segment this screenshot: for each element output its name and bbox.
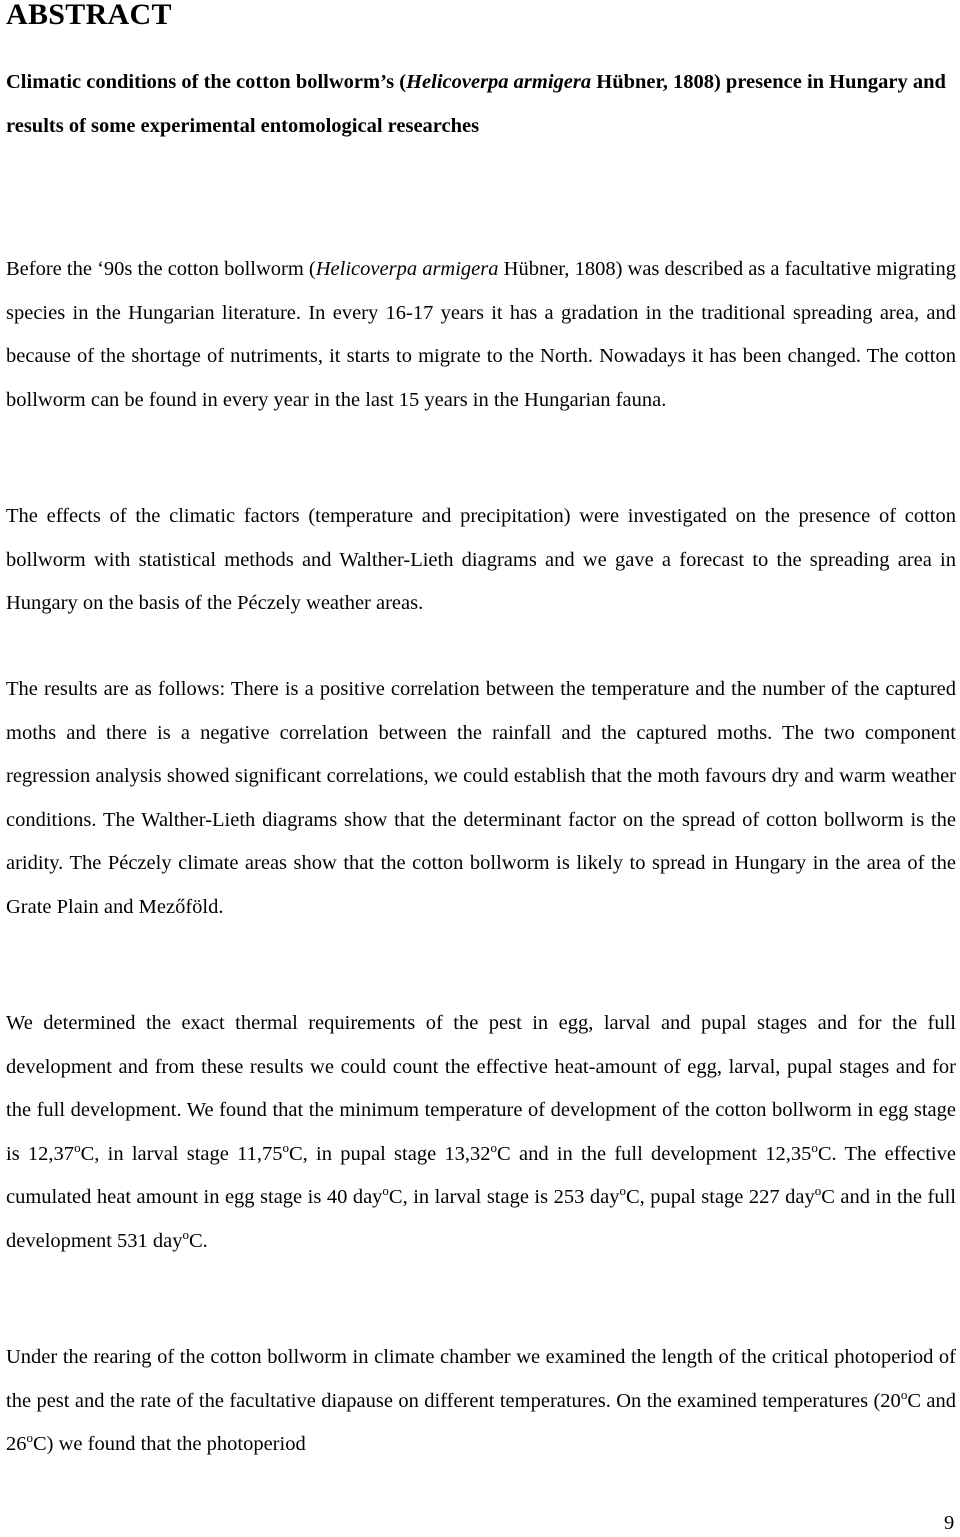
title-text-2: Hübner, 1808) presence in Hungary and results of some experimental entomological researches	[6, 71, 946, 137]
degree-mark: o	[619, 1183, 626, 1199]
para5-text: C and 26	[6, 1389, 956, 1455]
para5-text: Under the rearing of the cotton bollworm in climate chamber we examined the length of the critical photoperiod of the pest and the rate of the facultative diapause on different temperatures. On the examined temperatures (20	[6, 1346, 956, 1412]
para4-text: C, in pupal stage 13,32	[288, 1142, 491, 1165]
title-species-name: Helicoverpa armigera	[406, 71, 592, 93]
paragraph-photoperiod	[6, 1336, 956, 1467]
degree-mark: o	[382, 1183, 389, 1199]
degree-mark: o	[282, 1139, 289, 1155]
para1-text-b: Hübner, 1808) was described as a facultative migrating species in the Hungarian literature. In every 16-17 years it has a gradation in the traditional spreading area, and because of the shortage of nutriments, it starts to migrate to the North. Nowadays it has been changed. The cotton bollworm can be found in every year in the last 15 years in the Hungarian fauna.	[6, 258, 957, 411]
abstract-title	[6, 60, 956, 148]
paragraph-results: The results are as follows: There is a positive correlation between the temperature and the number of the captured moths and there is a negative correlation between the rainfall and the captured moths. The two component regression analysis showed significant correlations, we could establish that the moth favours dry and warm weather conditions. The Walther-Lieth diagrams show that the determinant factor on the spread of cotton bollworm is the aridity. The Péczely climate areas show that the cotton bollworm is likely to spread in Hungary in the area of the Grate Plain and Mezőföld.	[6, 678, 956, 918]
para4-text: C, in larval stage 11,75	[80, 1142, 283, 1165]
page-number: 9	[944, 1512, 955, 1534]
para4-text: C, in larval stage is 253 day	[388, 1186, 620, 1208]
section-heading: ABSTRACT	[6, 0, 172, 31]
para4-text: C, pupal stage 227 day	[625, 1186, 815, 1208]
para5-text: C) we found that the photoperiod	[33, 1433, 306, 1455]
paragraph-introduction	[6, 248, 956, 422]
degree-mark: o	[900, 1386, 908, 1402]
para4-text: C and in the full development 531 day	[6, 1186, 956, 1252]
title-text-1: Climatic conditions of the cotton bollworm’s (	[6, 71, 407, 93]
degree-mark: o	[182, 1226, 189, 1242]
para4-text: C.	[188, 1229, 208, 1252]
para1-species-name: Helicoverpa armigera	[315, 258, 499, 280]
degree-mark: o	[74, 1139, 81, 1155]
paragraph-thermal-requirements	[6, 1002, 956, 1263]
para1-text-a: Before the ‘90s the cotton bollworm (	[6, 258, 316, 280]
degree-mark: o	[814, 1183, 822, 1199]
degree-mark: o	[26, 1430, 33, 1446]
paragraph-methods: The effects of the climatic factors (temperature and precipitation) were investigated on the presence of cotton bollworm with statistical methods and Walther-Lieth diagrams and we gave a forecast to the spreading area in Hungary on the basis of the Péczely weather areas.	[6, 505, 956, 614]
para4-text: C and in the full development 12,35	[497, 1142, 812, 1165]
degree-mark: o	[811, 1139, 818, 1155]
degree-mark: o	[490, 1139, 498, 1155]
para4-text: C. The effective cumulated heat amount in egg stage is 40 day	[6, 1142, 956, 1208]
para4-text: We determined the exact thermal requirements of the pest in egg, larval and pupal stages and for the full development and from these results we could count the effective heat-amount of egg, larval, pupal stages and for the full development. We found that the minimum temperature of development of the cotton bollworm in egg stage is 12,37	[6, 1012, 956, 1165]
